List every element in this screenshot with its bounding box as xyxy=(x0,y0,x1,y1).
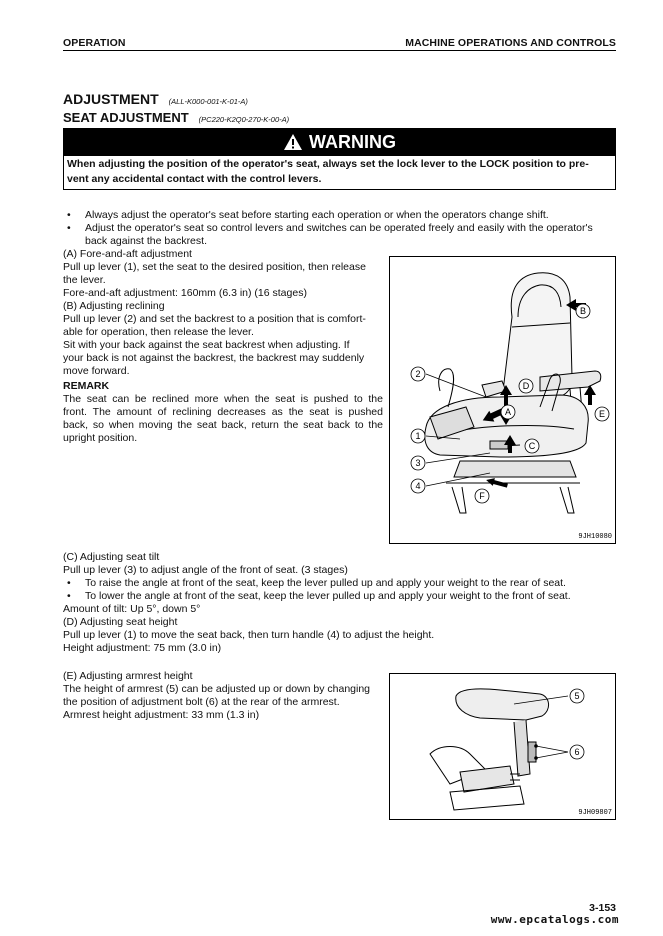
warning-triangle-icon xyxy=(283,133,303,151)
items-c-d xyxy=(63,551,619,655)
warning-text xyxy=(63,156,616,190)
bullet-text: Always adjust the operator's seat before starting each operation or when the operators change shift. xyxy=(85,209,549,221)
warning-bar xyxy=(63,128,616,156)
figure2-id: 9JH09807 xyxy=(578,809,612,817)
subsection-code: (PC220-K2Q0-270-K-00-A) xyxy=(198,115,290,124)
header-left: OPERATION xyxy=(63,37,126,49)
seat-figure xyxy=(389,256,616,544)
item-a-heading: (A) Fore-and-aft adjustment xyxy=(63,248,192,260)
callout-handle-4: 4 xyxy=(415,481,421,491)
callout-lever-1: 1 xyxy=(415,431,421,441)
item-e-line: The height of armrest (5) can be adjusted up or down by changing xyxy=(63,683,371,695)
figure1-id: 9JH10080 xyxy=(578,533,612,541)
bullet-item-continued xyxy=(63,235,619,248)
arrow-label-f: F xyxy=(479,491,485,501)
item-c-line: Amount of tilt: Up 5°, down 5° xyxy=(63,603,201,615)
item-e-line: Armrest height adjustment: 33 mm (1.3 in) xyxy=(63,709,260,721)
remark-line: back, so when moving the seat back, return the seat back to the xyxy=(63,419,383,431)
item-e-heading: (E) Adjusting armrest height xyxy=(63,670,193,682)
item-b-line: Sit with your back against the seat backrest when adjusting. If xyxy=(63,339,350,351)
bullet-text: To lower the angle at front of the seat, keep the lever pulled up and apply your weight to the front of seat. xyxy=(85,590,571,602)
header-right: MACHINE OPERATIONS AND CONTROLS xyxy=(405,37,616,49)
armrest-figure xyxy=(389,673,616,820)
item-b-line: move forward. xyxy=(63,365,130,377)
arrow-label-b: B xyxy=(579,306,587,316)
bullet-list-top xyxy=(63,209,619,248)
bullet-text: back against the backrest. xyxy=(85,235,207,247)
section-code: (ALL-K000-001-K-01-A) xyxy=(168,97,248,106)
callout-armrest-5: 5 xyxy=(574,691,580,701)
bullet-item: • Always adjust the operator's seat before starting each operation or when the operators change shift. xyxy=(67,209,549,221)
warning-label: WARNING xyxy=(309,131,396,152)
item-a-line: Fore-and-aft adjustment: 160mm (6.3 in) (16 stages) xyxy=(63,287,307,299)
remark-line: upright position. xyxy=(63,432,138,444)
warning-line-1: When adjusting the position of the operator's seat, always set the lock lever to the LOCK position to pre- xyxy=(67,158,589,170)
arrow-label-c: C xyxy=(528,441,536,451)
item-d-line: Height adjustment: 75 mm (3.0 in) xyxy=(63,642,222,654)
bullet-text: To raise the angle at front of the seat, keep the lever pulled up and apply your weight to the rear of seat. xyxy=(85,577,566,589)
callout-bolt-6: 6 xyxy=(574,747,580,757)
item-c-bullet: • To lower the angle at front of the seat, keep the lever pulled up and apply your weight to the front of seat. xyxy=(67,590,571,602)
item-a-line: Pull up lever (1), set the seat to the desired position, then release xyxy=(63,261,366,273)
item-c-bullet: • To raise the angle at front of the seat, keep the lever pulled up and apply your weight to the rear of seat. xyxy=(67,577,566,589)
item-b-heading: (B) Adjusting reclining xyxy=(63,300,165,312)
item-a-line: the lever. xyxy=(63,274,106,286)
remark-line: The seat can be reclined more when the seat is pushed to the xyxy=(63,393,383,405)
item-d-line: Pull up lever (1) to move the seat back, then turn handle (4) to adjust the height. xyxy=(63,629,435,641)
item-c-heading: (C) Adjusting seat tilt xyxy=(63,551,160,563)
item-d-heading: (D) Adjusting seat height xyxy=(63,616,178,628)
header-rule xyxy=(63,50,616,51)
item-b-line: able for operation, then release the lever. xyxy=(63,326,254,338)
item-b-line: your back is not against the backrest, the backrest may suddenly xyxy=(63,352,365,364)
arrow-label-a: A xyxy=(504,407,512,417)
left-column xyxy=(63,248,383,445)
callout-lever-3: 3 xyxy=(415,458,421,468)
subsection-title xyxy=(63,110,289,125)
watermark: www.epcatalogs.com xyxy=(490,913,619,926)
seat-illustration xyxy=(390,257,615,543)
page-number: 3-153 xyxy=(589,902,616,914)
arrow-label-e: E xyxy=(598,409,606,419)
section-title xyxy=(63,91,248,107)
armrest-illustration xyxy=(390,674,615,819)
section-title-text: ADJUSTMENT xyxy=(63,91,159,107)
remark-line: front. The amount of reclining decreases as the seat is pushed xyxy=(63,406,383,418)
item-e xyxy=(63,670,393,722)
callout-lever-2: 2 xyxy=(415,369,421,379)
warning-line-2: vent any accidental contact with the control levers. xyxy=(67,173,322,185)
item-c-line: Pull up lever (3) to adjust angle of the front of seat. (3 stages) xyxy=(63,564,348,576)
subsection-title-text: SEAT ADJUSTMENT xyxy=(63,110,189,125)
remark-heading: REMARK xyxy=(63,380,110,392)
item-b-line: Pull up lever (2) and set the backrest to a position that is comfort- xyxy=(63,313,366,325)
bullet-text: Adjust the operator's seat so control levers and switches can be operated freely and easily with the operator's xyxy=(85,222,593,234)
item-e-line: the position of adjustment bolt (6) at the rear of the armrest. xyxy=(63,696,340,708)
arrow-label-d: D xyxy=(522,381,530,391)
bullet-item: • Adjust the operator's seat so control levers and switches can be operated freely and easily with the operator's xyxy=(67,222,593,234)
